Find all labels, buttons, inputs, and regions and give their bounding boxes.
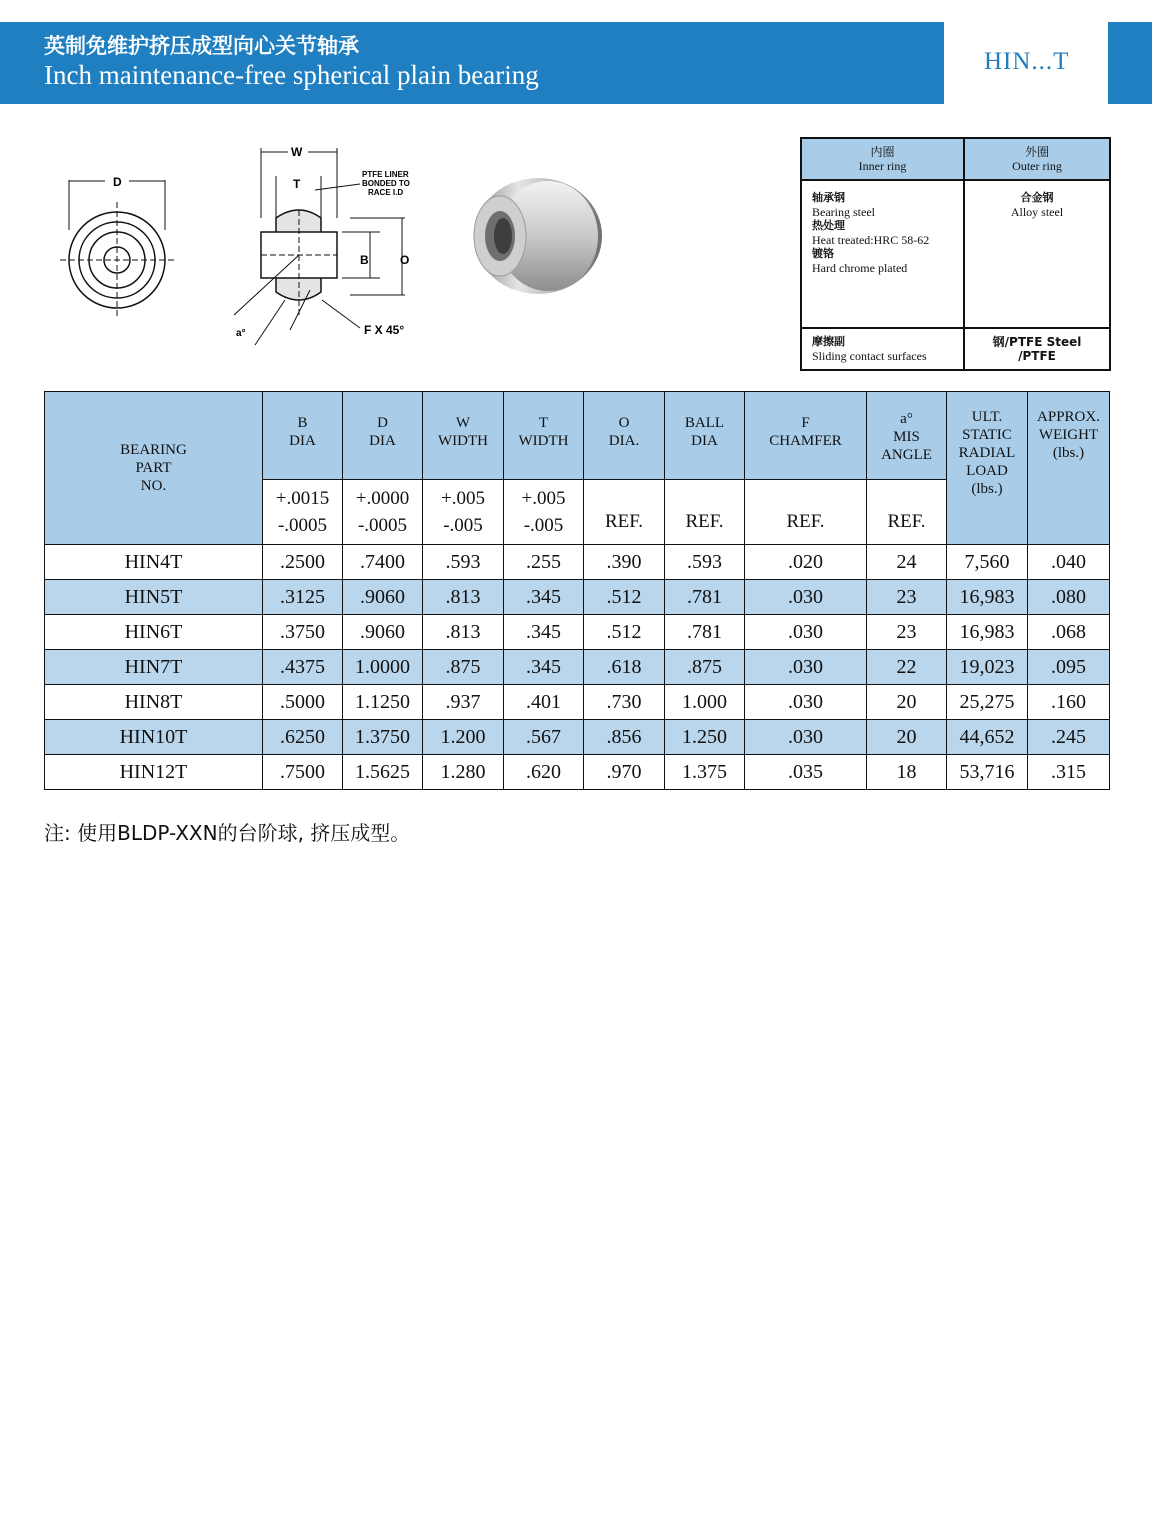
table-cell: .030	[745, 615, 867, 650]
table-cell: .875	[665, 650, 745, 685]
table-cell: .813	[423, 615, 504, 650]
table-cell: .390	[584, 545, 665, 580]
table-cell: .030	[745, 685, 867, 720]
part-number-cell: HIN10T	[45, 720, 263, 755]
table-cell: 1.375	[665, 755, 745, 790]
table-cell: .512	[584, 615, 665, 650]
table-cell: .618	[584, 650, 665, 685]
table-cell: 1.3750	[343, 720, 423, 755]
table-cell: .315	[1028, 755, 1110, 790]
table-cell: .7500	[263, 755, 343, 790]
table-cell: 19,023	[947, 650, 1028, 685]
outer-ring-header: 外圈 Outer ring	[964, 138, 1110, 180]
table-cell: 20	[867, 685, 947, 720]
table-row	[45, 650, 1110, 685]
part-number-cell: HIN5T	[45, 580, 263, 615]
table-cell: .095	[1028, 650, 1110, 685]
table-cell: .245	[1028, 720, 1110, 755]
table-row	[45, 615, 1110, 650]
table-cell: .730	[584, 685, 665, 720]
table-cell: 23	[867, 615, 947, 650]
inner-ring-header: 内圈 Inner ring	[801, 138, 964, 180]
table-cell: .5000	[263, 685, 343, 720]
table-row	[45, 545, 1110, 580]
table-row	[45, 580, 1110, 615]
table-cell: .9060	[343, 580, 423, 615]
table-cell: 22	[867, 650, 947, 685]
sliding-surfaces-label: 摩擦副 Sliding contact surfaces	[801, 328, 964, 370]
label-w: W	[291, 145, 303, 159]
header-tab	[1108, 22, 1152, 104]
table-cell: .080	[1028, 580, 1110, 615]
label-b: B	[360, 253, 369, 267]
table-cell: .875	[423, 650, 504, 685]
table-cell: 1.5625	[343, 755, 423, 790]
table-cell: .345	[504, 615, 584, 650]
front-view	[60, 180, 174, 318]
table-cell: .856	[584, 720, 665, 755]
table-cell: .512	[584, 580, 665, 615]
table-cell: .970	[584, 755, 665, 790]
table-cell: 18	[867, 755, 947, 790]
table-cell: .6250	[263, 720, 343, 755]
col-header-f: F CHAMFER	[745, 392, 867, 480]
bearing-photo	[474, 178, 602, 294]
sliding-surfaces-value: 钢/PTFE Steel /PTFE	[964, 328, 1110, 370]
col-header-b: B DIA	[263, 392, 343, 480]
table-cell: .035	[745, 755, 867, 790]
table-cell: .2500	[263, 545, 343, 580]
ref-o: REF.	[584, 480, 665, 545]
table-cell: .030	[745, 650, 867, 685]
part-number-cell: HIN12T	[45, 755, 263, 790]
label-chamfer: F X 45°	[364, 323, 405, 337]
table-cell: 25,275	[947, 685, 1028, 720]
table-cell: .020	[745, 545, 867, 580]
col-header-load: ULT. STATIC RADIAL LOAD (lbs.)	[947, 392, 1028, 545]
col-header-t: T WIDTH	[504, 392, 584, 480]
table-cell: .593	[423, 545, 504, 580]
col-header-d: D DIA	[343, 392, 423, 480]
table-cell: 1.000	[665, 685, 745, 720]
table-cell: .781	[665, 615, 745, 650]
table-cell: .255	[504, 545, 584, 580]
part-number-cell: HIN8T	[45, 685, 263, 720]
part-number-cell: HIN4T	[45, 545, 263, 580]
tol-w: +.005 -.005	[423, 480, 504, 545]
liner-label-3: RACE I.D	[368, 188, 404, 197]
table-cell: .160	[1028, 685, 1110, 720]
page-title-zh: 英制免维护挤压成型向心关节轴承	[44, 34, 359, 58]
table-cell: .3750	[263, 615, 343, 650]
table-cell: .937	[423, 685, 504, 720]
spec-rows	[45, 545, 1110, 790]
outer-ring-material: 合金钢 Alloy steel	[964, 180, 1110, 328]
table-cell: .567	[504, 720, 584, 755]
tol-d: +.0000 -.0005	[343, 480, 423, 545]
table-cell: .593	[665, 545, 745, 580]
table-cell: 1.200	[423, 720, 504, 755]
table-cell: .620	[504, 755, 584, 790]
liner-label-1: PTFE LINER	[362, 170, 409, 179]
table-cell: 44,652	[947, 720, 1028, 755]
table-cell: .345	[504, 650, 584, 685]
liner-label-2: BONDED TO	[362, 179, 410, 188]
inner-ring-material: 轴承钢 Bearing steel 热处理 Heat treated:HRC 58-62 镀铬 Hard chrome plated	[801, 180, 964, 328]
table-cell: .345	[504, 580, 584, 615]
table-cell: 1.0000	[343, 650, 423, 685]
table-cell: .3125	[263, 580, 343, 615]
table-cell: .401	[504, 685, 584, 720]
table-cell: 24	[867, 545, 947, 580]
table-row	[45, 755, 1110, 790]
tol-b: +.0015 -.0005	[263, 480, 343, 545]
col-header-weight: APPROX. WEIGHT (lbs.)	[1028, 392, 1110, 545]
table-cell: 53,716	[947, 755, 1028, 790]
ref-ball: REF.	[665, 480, 745, 545]
col-header-angle: a° MIS ANGLE	[867, 392, 947, 480]
table-cell: .068	[1028, 615, 1110, 650]
table-cell: 23	[867, 580, 947, 615]
table-cell: .030	[745, 720, 867, 755]
tol-t: +.005 -.005	[504, 480, 584, 545]
table-row	[45, 720, 1110, 755]
table-cell: 1.250	[665, 720, 745, 755]
table-cell: 20	[867, 720, 947, 755]
col-header-w: W WIDTH	[423, 392, 504, 480]
bearing-drawing	[60, 140, 620, 360]
label-t: T	[293, 177, 301, 191]
table-cell: .9060	[343, 615, 423, 650]
table-cell: .4375	[263, 650, 343, 685]
table-cell: 1.1250	[343, 685, 423, 720]
table-cell: .813	[423, 580, 504, 615]
label-d: D	[113, 175, 122, 189]
series-code: HIN...T	[984, 48, 1070, 75]
table-cell: .781	[665, 580, 745, 615]
table-cell: 16,983	[947, 615, 1028, 650]
table-cell: 7,560	[947, 545, 1028, 580]
ref-f: REF.	[745, 480, 867, 545]
table-cell: 1.280	[423, 755, 504, 790]
table-cell: 16,983	[947, 580, 1028, 615]
part-number-header: BEARING PART NO.	[45, 392, 263, 545]
materials-table	[800, 137, 1111, 371]
part-number-cell: HIN6T	[45, 615, 263, 650]
ref-angle: REF.	[867, 480, 947, 545]
label-a: a°	[236, 328, 246, 339]
table-cell: .030	[745, 580, 867, 615]
footnote: 注: 使用BLDP-XXN的台阶球, 挤压成型。	[44, 821, 411, 845]
col-header-ball: BALL DIA	[665, 392, 745, 480]
part-number-cell: HIN7T	[45, 650, 263, 685]
page-title-en: Inch maintenance-free spherical plain bearing	[44, 60, 539, 90]
spec-table	[44, 391, 1110, 790]
label-o: O	[400, 253, 410, 267]
table-cell: .040	[1028, 545, 1110, 580]
col-header-o: O DIA.	[584, 392, 665, 480]
table-cell: .7400	[343, 545, 423, 580]
table-row	[45, 685, 1110, 720]
